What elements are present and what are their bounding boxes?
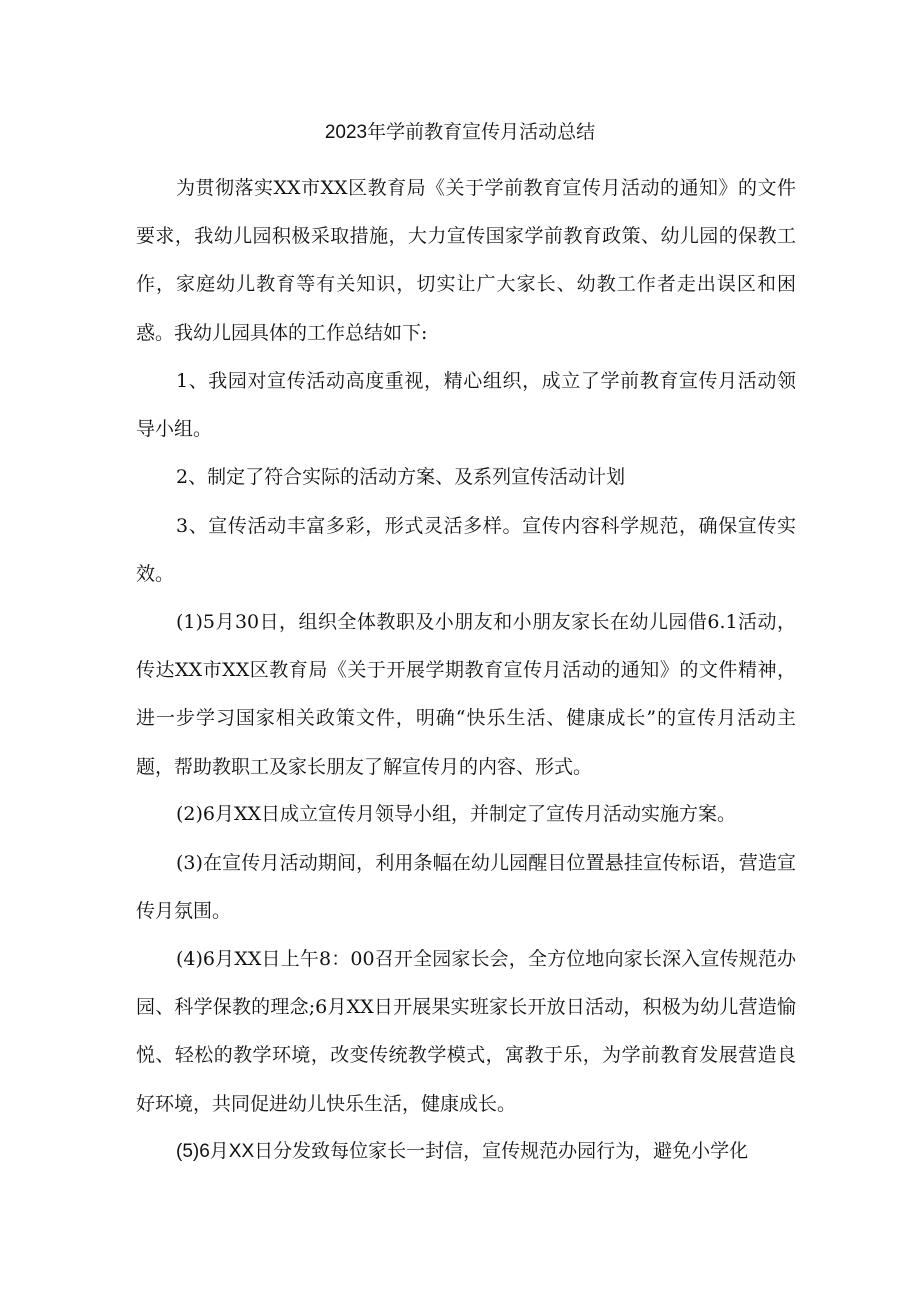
paragraph-sub-4: (4)6月XX日上午8：00召开全园家长会，全方位地向家长深入宣传规范办园、科学保教的理念;6月XX日开展果实班家长开放日活动，积极为幼儿营造愉悦、轻松的教学环境，改变传统教学模式，寓教于乐，为学前教育发展营造良好环境，共同促进幼儿快乐生活，健康成长。 bbox=[136, 948, 796, 1115]
paragraph-item-1: 1、我园对宣传活动高度重视，精心组织，成立了学前教育宣传月活动领导小组。 bbox=[136, 370, 796, 441]
paragraph-sub-2: (2)6月XX日成立宣传月领导小组，并制定了宣传月活动实施方案。 bbox=[176, 803, 737, 825]
paragraph-sub-1: (1)5月30日，组织全体教职及小朋友和小朋友家长在幼儿园借6.1活动，传达XX市XX区教育局《关于开展学期教育宣传月活动的通知》的文件精神，进一步学习国家相关政策文件，明确“快乐生活、健康成长”的宣传月活动主题，帮助教职工及家长朋友了解宣传月的内容、形式。 bbox=[136, 611, 796, 778]
paragraph-item-3: 3、宣传活动丰富多彩，形式灵活多样。宣传内容科学规范，确保宣传实效。 bbox=[136, 515, 796, 586]
document-title: 2023年学前教育宣传月活动总结 bbox=[324, 122, 596, 143]
paragraph-intro: 为贯彻落实XX市XX区教育局《关于学前教育宣传月活动的通知》的文件要求，我幼儿园积极采取措施，大力宣传国家学前教育政策、幼儿园的保教工作，家庭幼儿教育等有关知识，切实让广大家长、幼教工作者走出误区和困惑。我幼儿园具体的工作总结如下: bbox=[136, 177, 796, 344]
paragraph-item-2: 2、制定了符合实际的活动方案、及系列宣传活动计划 bbox=[176, 466, 626, 488]
paragraph-sub-3: (3)在宣传月活动期间，利用条幅在幼儿园醒目位置悬挂宣传标语，营造宣传月氛围。 bbox=[136, 852, 796, 923]
paragraph-sub-5: (5)6月XX日分发致每位家长一封信，宣传规范办园行为，避免小学化 bbox=[176, 1141, 749, 1162]
